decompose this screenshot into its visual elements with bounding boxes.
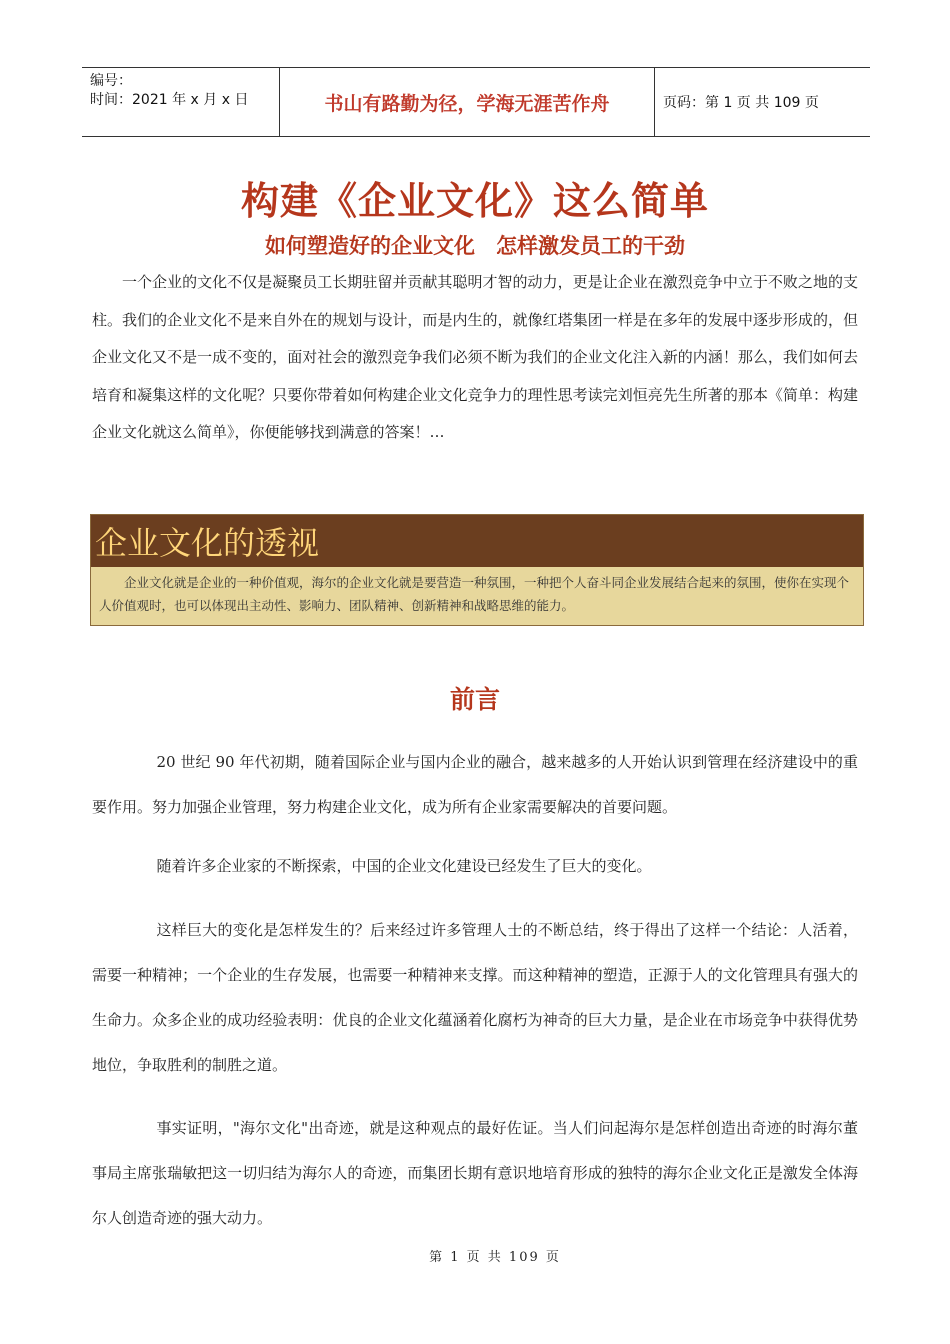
section-title: 前言 [449, 685, 500, 714]
header-motto: 书山有路勤为径，学海无涯苦作舟 [280, 68, 655, 136]
document-header [82, 67, 870, 137]
date-label: 时间：2021 年 x 月 x 日 [90, 92, 249, 108]
highlight-body: 企业文化就是企业的一种价值观，海尔的企业文化就是要营造一种氛围，一种把个人奋斗同企业发展结合起来的氛围，使你在实现个人价值观时，也可以体现出主动性、影响力、团队精神、创新精神和战略思维的能力。 [91, 567, 863, 625]
header-page-info: 页码：第 1 页 共 109 页 [663, 95, 819, 111]
number-label: 编号： [90, 73, 132, 89]
header-meta [82, 68, 280, 136]
paragraph: 随着许多企业家的不断探索，中国的企业文化建设已经发生了巨大的变化。 [156, 857, 652, 875]
paragraph: 这样巨大的变化是怎样发生的？后来经过许多管理人士的不断总结，终于得出了这样一个结论：人活着，需要一种精神；一个企业的生存发展，也需要一种精神来支撑。而这种精神的塑造，正源于人的文化管理具有强大的生命力。众多企业的成功经验表明：优良的企业文化蕴涵着化腐朽为神奇的巨大力量，是企业在市场竞争中获得优势地位，争取胜利的制胜之道。 [92, 921, 858, 1074]
highlight-heading: 企业文化的透视 [91, 515, 863, 567]
document-subtitle: 如何塑造好的企业文化 怎样激发员工的干劲 [265, 233, 685, 258]
paragraph: 事实证明，"海尔文化"出奇迹，就是这种观点的最好佐证。当人们问起海尔是怎样创造出奇迹的时海尔董事局主席张瑞敏把这一切归结为海尔人的奇迹，而集团长期有意识地培育形成的独特的海尔企业文化正是激发全体海尔人创造奇迹的强大动力。 [92, 1119, 858, 1227]
document-title: 构建《企业文化》这么简单 [240, 178, 709, 223]
intro-paragraph: 一个企业的文化不仅是凝聚员工长期驻留并贡献其聪明才智的动力，更是让企业在激烈竞争中立于不败之地的支柱。我们的企业文化不是来自外在的规划与设计，而是内生的，就像红塔集团一样是在多年的发展中逐步形成的，但企业文化又不是一成不变的，面对社会的激烈竞争我们必须不断为我们的企业文化注入新的内涵！那么，我们如何去培育和凝集这样的文化呢？只要你带着如何构建企业文化竞争力的理性思考读完刘恒亮先生所著的那本《简单：构建企业文化就这么简单》，你便能够找到满意的答案！… [92, 273, 858, 442]
page-footer: 第 1 页 共 109 页 [429, 1250, 561, 1265]
highlight-box [90, 514, 864, 626]
paragraph: 20 世纪 90 年代初期，随着国际企业与国内企业的融合，越来越多的人开始认识到管理在经济建设中的重要作用。努力加强企业管理，努力构建企业文化，成为所有企业家需要解决的首要问题。 [92, 753, 858, 816]
